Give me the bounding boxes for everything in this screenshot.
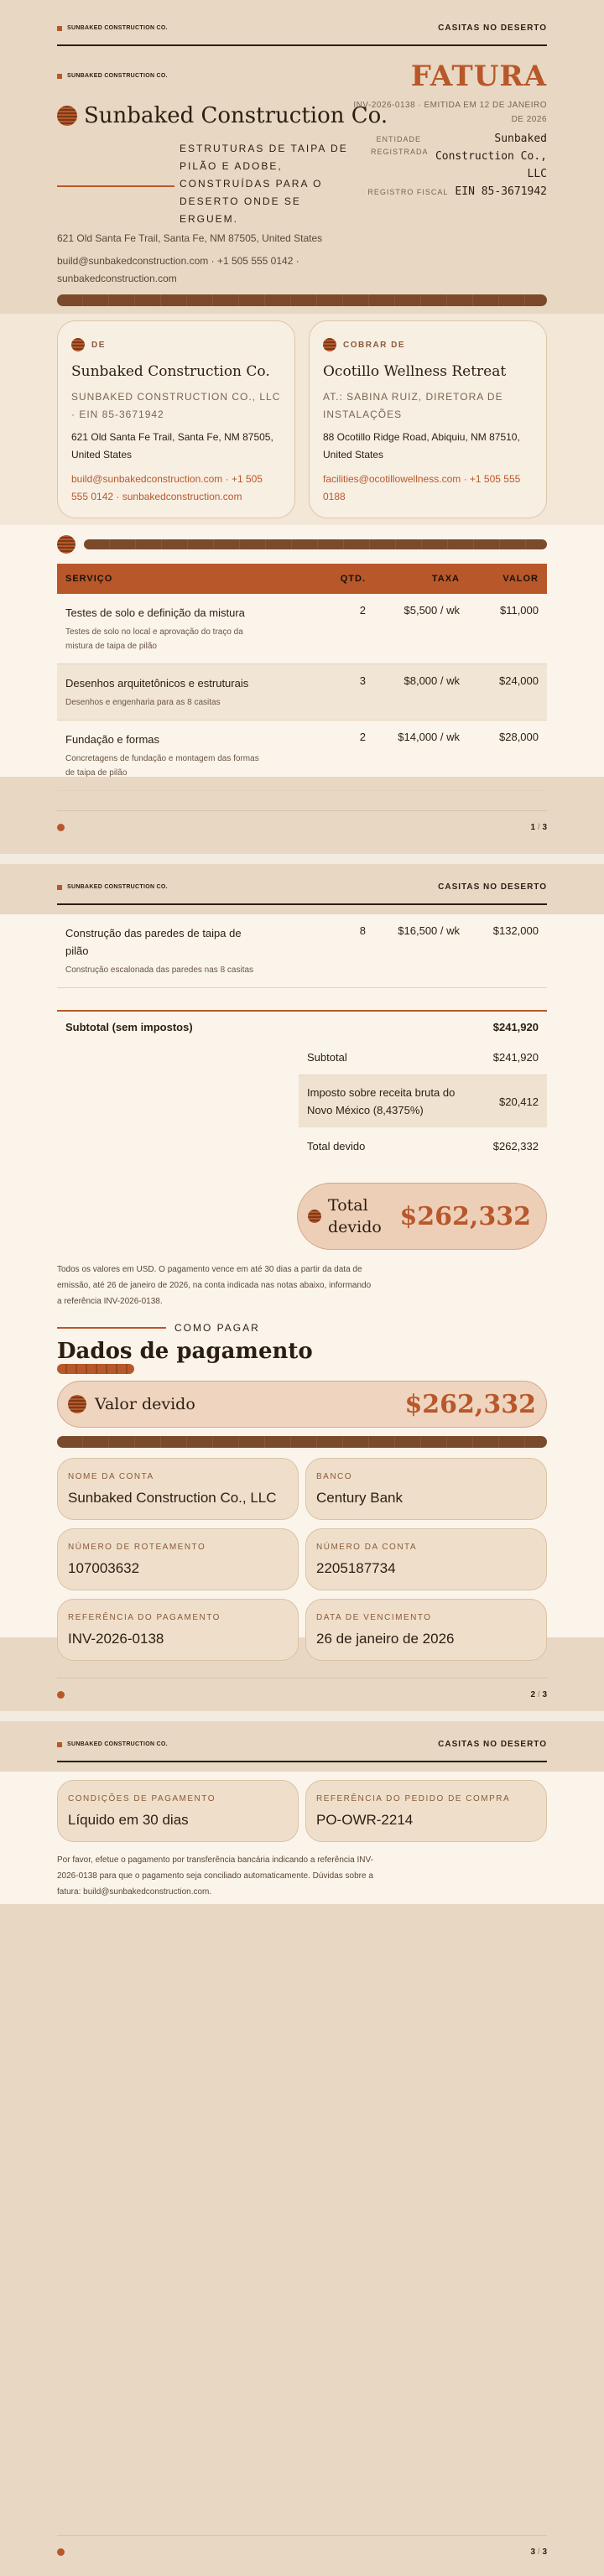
brand-square-icon (57, 1742, 62, 1747)
payment-field-card (57, 1780, 299, 1842)
from-label: DE (91, 340, 106, 350)
page-sep: / (537, 2547, 540, 2557)
page-number: 3 (530, 2547, 536, 2557)
service-amount: $11,000 (499, 604, 539, 617)
page-3 (0, 1721, 604, 2576)
page-number: 2 (530, 1690, 536, 1699)
page-total: 3 (542, 823, 547, 832)
entity-value: Sunbaked Construction Co., LLC (435, 133, 547, 180)
page-1 (0, 0, 604, 856)
field-value[interactable]: INV-2026-0138 (68, 1631, 164, 1647)
page-2 (0, 864, 604, 1711)
field-value[interactable]: PO-OWR-2214 (316, 1812, 414, 1828)
bill-to-address: 88 Ocotillo Ridge Road, Abiquiu, NM 87510, United States (323, 431, 520, 461)
service-desc: Concretagens de fundação e montagem das formas de taipa de pilão (65, 754, 259, 778)
payment-terms (57, 1780, 547, 1842)
page-top-bar (57, 0, 547, 46)
service-amount: $28,000 (499, 731, 539, 743)
page-2-body (0, 914, 604, 1647)
brand-small: SUNBAKED CONSTRUCTION CO. (67, 884, 168, 890)
payment-field-card (57, 1599, 299, 1661)
totals-note: Todos os valores em USD. O pagamento vence em até 30 dias a partir da data de emissão, até 26 de janeiro de 2026, na conta indicada nas notas abaixo, informando a referência INV-2026-0138. (57, 1265, 372, 1306)
from-contact[interactable]: build@sunbakedconstruction.com · +1 505 555 0142 · sunbakedconstruction.com (71, 473, 263, 502)
table-header-row (57, 564, 547, 594)
payment-field-card (57, 1528, 299, 1590)
page-top-bar (57, 864, 547, 905)
services-table (57, 564, 547, 791)
project-label: CASITAS NO DESERTO (438, 1740, 547, 1749)
from-name: Sunbaked Construction Co. (71, 363, 270, 380)
page-sep: / (537, 1690, 540, 1699)
table-row (57, 721, 547, 791)
amount-due-pill (57, 1381, 547, 1428)
service-name: Desenhos arquitetônicos e estruturais (65, 677, 249, 690)
brand-square-icon (57, 885, 62, 890)
field-value[interactable]: Sunbaked Construction Co., LLC (68, 1490, 277, 1506)
service-rate: $5,500 / wk (404, 604, 460, 617)
bill-to-card (309, 320, 547, 518)
pager-1 (57, 810, 547, 832)
service-desc: Desenhos e engenharia para as 8 casitas (65, 698, 221, 707)
col-rate: TAXA (431, 574, 460, 584)
service-name: Construção das paredes de taipa de pilão (65, 927, 242, 957)
field-value[interactable]: Líquido em 30 dias (68, 1812, 189, 1828)
field-label: REFERÊNCIA DO PAGAMENTO (68, 1613, 221, 1622)
invoice-header (57, 46, 547, 298)
bill-to-sub: AT.: SABINA RUIZ, DIRETORA DE INSTALAÇÕES (323, 391, 503, 420)
field-label: NÚMERO DA CONTA (316, 1543, 418, 1552)
company-name: Sunbaked Construction Co. (84, 103, 388, 128)
brand-small: SUNBAKED CONSTRUCTION CO. (67, 1741, 168, 1747)
from-card (57, 320, 295, 518)
col-service: SERVIÇO (65, 574, 113, 584)
page-indicator (531, 1690, 547, 1699)
subtotal-pre-value: $241,920 (492, 1021, 539, 1033)
decorative-strip (57, 1436, 547, 1448)
field-label: BANCO (316, 1472, 353, 1481)
parties-section (0, 314, 604, 525)
logo-icon (57, 106, 77, 126)
page-total: 3 (542, 1690, 547, 1699)
subtotal-pre-row (57, 1010, 547, 1033)
project-label: CASITAS NO DESERTO (438, 882, 547, 892)
service-qty: 2 (359, 731, 366, 743)
project-label: CASITAS NO DESERTO (438, 23, 547, 33)
payment-footer-note: Por favor, efetue o pagamento por transferência bancária indicando a referência INV-2026-0138 para que o pagamento seja conciliado automaticamente. Dúvidas sobre a fatura: build@sunbakedconstruction.com. (57, 1855, 373, 1897)
service-qty: 8 (359, 924, 366, 937)
page-indicator (531, 2547, 547, 2557)
service-desc: Construção escalonada das paredes nas 8 casitas (65, 965, 254, 975)
bill-to-icon (323, 338, 336, 351)
service-desc: Testes de solo no local e aprovação do traço da mistura de taipa de pilão (65, 627, 243, 651)
page-sep: / (537, 823, 540, 832)
total-icon (308, 1210, 321, 1223)
brand-square-icon (57, 26, 62, 31)
service-name: Testes de solo e definição da mistura (65, 606, 245, 619)
accent-rule (57, 185, 174, 187)
field-label: NOME DA CONTA (68, 1472, 154, 1481)
bill-to-name: Ocotillo Wellness Retreat (323, 363, 507, 380)
header-brand-small: SUNBAKED CONSTRUCTION CO. (67, 73, 168, 79)
pager-dot-icon (57, 1691, 65, 1699)
services-section (0, 525, 604, 777)
field-value[interactable]: 2205187734 (316, 1560, 396, 1576)
services-table-cont (57, 914, 547, 988)
pager-dot-icon (57, 2548, 65, 2556)
service-qty: 2 (359, 604, 366, 617)
page-break (0, 1711, 604, 1721)
eyebrow-text: COMO PAGAR (174, 1322, 260, 1334)
tax-row-label: Imposto sobre receita bruta do Novo México (8,4375%) (307, 1086, 456, 1116)
totals-block (299, 1040, 547, 1164)
invoice-meta: INV-2026-0138 · EMITIDA EM 12 DE JANEIRO DE 2026 (353, 101, 547, 124)
from-address: 621 Old Santa Fe Trail, Santa Fe, NM 87505, United States (71, 431, 273, 461)
page-3-body (0, 1772, 604, 1904)
bill-to-contact[interactable]: facilities@ocotillowellness.com · +1 505 555 0188 (323, 473, 521, 502)
due-row (299, 1127, 547, 1164)
payment-field-card (305, 1458, 547, 1520)
field-value[interactable]: Century Bank (316, 1490, 403, 1506)
table-row (57, 914, 547, 988)
service-amount: $24,000 (499, 674, 539, 687)
amount-due-label: Valor devido (95, 1395, 195, 1413)
grand-total-pill (297, 1183, 547, 1250)
section-icon (57, 535, 76, 554)
service-qty: 3 (359, 674, 366, 687)
header-address: 621 Old Santa Fe Trail, Santa Fe, NM 87505, United States (57, 232, 323, 244)
grand-total-value: $262,332 (399, 1201, 531, 1231)
pager-2 (57, 1678, 547, 1699)
payment-field-card (57, 1458, 299, 1520)
page-number: 1 (530, 823, 536, 832)
tax-label: REGISTRO FISCAL (367, 187, 449, 196)
table-row (57, 594, 547, 664)
from-sub: SUNBAKED CONSTRUCTION CO., LLC · EIN 85-3671942 (71, 391, 281, 420)
field-label: NÚMERO DE ROTEAMENTO (68, 1543, 206, 1552)
subtotal-row (299, 1040, 547, 1075)
subtotal-value: $241,920 (492, 1051, 539, 1064)
amount-due-value: $262,332 (404, 1389, 536, 1419)
table-row (57, 664, 547, 721)
payment-title: Dados de pagamento (57, 1339, 313, 1364)
field-label: REFERÊNCIA DO PEDIDO DE COMPRA (316, 1794, 511, 1803)
page-break (0, 854, 604, 864)
invoice-title: FATURA (410, 60, 547, 93)
col-amount: VALOR (502, 574, 539, 584)
tax-row-value: $20,412 (499, 1095, 539, 1108)
brand-small: SUNBAKED CONSTRUCTION CO. (67, 25, 168, 31)
payment-eyebrow (57, 1322, 260, 1334)
pager-3 (57, 2535, 547, 2557)
amount-icon (68, 1395, 86, 1413)
col-qty: QTD. (340, 574, 366, 584)
payment-field-card (305, 1599, 547, 1661)
field-label: CONDIÇÕES DE PAGAMENTO (68, 1794, 216, 1803)
bill-to-label: COBRAR DE (343, 340, 406, 350)
due-label: Total devido (307, 1139, 366, 1153)
from-icon (71, 338, 85, 351)
payment-field-card (305, 1528, 547, 1590)
page-total: 3 (542, 2547, 547, 2557)
pager-dot-icon (57, 824, 65, 831)
page-indicator (531, 823, 547, 832)
subtotal-label: Subtotal (307, 1051, 347, 1064)
service-amount: $132,000 (492, 924, 539, 937)
field-value[interactable]: 107003632 (68, 1560, 140, 1576)
payment-field-card (305, 1780, 547, 1842)
section-strip (84, 539, 547, 549)
service-rate: $14,000 / wk (398, 731, 460, 743)
service-rate: $16,500 / wk (398, 924, 460, 937)
grand-total-label: Total devido (328, 1196, 382, 1236)
entity-label: ENTIDADE REGISTRADA (371, 135, 429, 156)
subtotal-pre-label: Subtotal (sem impostos) (65, 1021, 193, 1033)
due-value: $262,332 (492, 1139, 539, 1153)
field-value[interactable]: 26 de janeiro de 2026 (316, 1631, 455, 1647)
payment-fields (57, 1458, 547, 1661)
header-contact: build@sunbakedconstruction.com · +1 505 555 0142 · sunbakedconstruction.com (57, 255, 299, 284)
service-name: Fundação e formas (65, 733, 160, 746)
title-underline (57, 1364, 134, 1374)
service-rate: $8,000 / wk (404, 674, 460, 687)
tax-value: EIN 85-3671942 (455, 185, 547, 198)
field-label: DATA DE VENCIMENTO (316, 1613, 432, 1622)
page-top-bar (57, 1721, 547, 1762)
tagline: ESTRUTURAS DE TAIPA DE PILÃO E ADOBE, CONSTRUÍDAS PARA O DESERTO ONDE SE ERGUEM. (180, 143, 348, 225)
brand-square-icon (57, 74, 62, 79)
eyebrow-rule (57, 1327, 166, 1329)
tax-row (299, 1075, 547, 1127)
